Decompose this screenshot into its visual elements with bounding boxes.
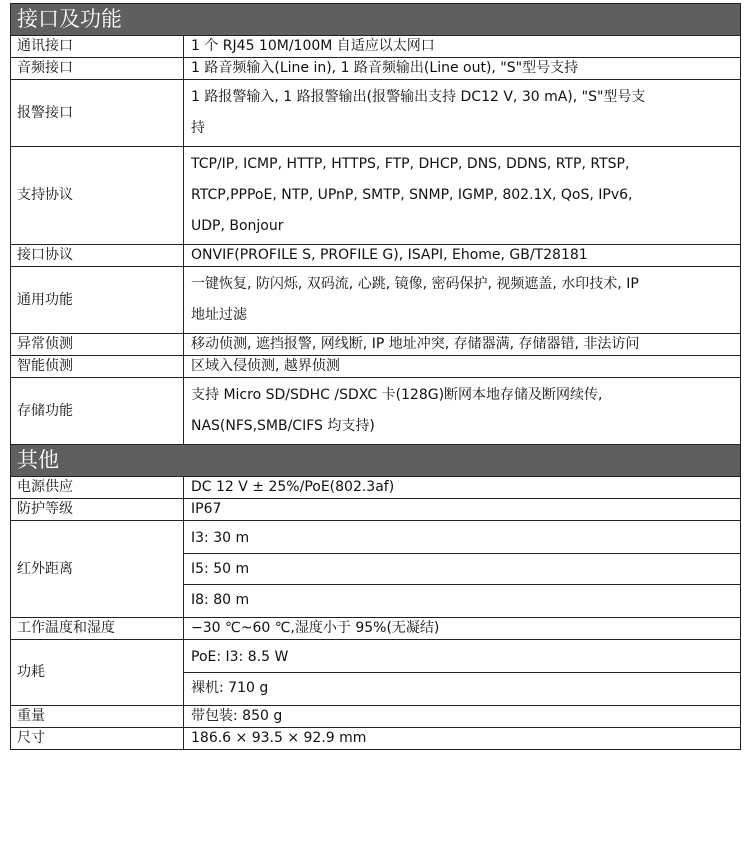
spec-row — [11, 378, 741, 445]
spec-label: 智能侦测 — [11, 356, 184, 378]
spec-label: 重量 — [11, 706, 184, 728]
spec-row — [11, 147, 741, 245]
spec-label: 异常侦测 — [11, 334, 184, 356]
spec-label: 接口协议 — [11, 245, 184, 267]
spec-value — [184, 36, 741, 58]
spec-value-line: 1 路音频输入(Line in), 1 路音频输出(Line out), "S"型号支持 — [191, 60, 579, 76]
spec-value — [184, 477, 741, 499]
spec-value — [184, 147, 741, 245]
spec-row — [11, 36, 741, 58]
spec-value-line: RTCP,PPPoE, NTP, UPnP, SMTP, SNMP, IGMP, 802.1X, QoS, IPv6, — [191, 187, 633, 203]
spec-value — [184, 58, 741, 80]
spec-value — [184, 706, 741, 728]
spec-value-line: 区域入侵侦测, 越界侦测 — [191, 358, 340, 374]
spec-row — [11, 728, 741, 750]
spec-value-line: ONVIF(PROFILE S, PROFILE G), ISAPI, Ehome, GB/T28181 — [191, 247, 588, 263]
spec-value-line: NAS(NFS,SMB/CIFS 均支持) — [191, 418, 375, 434]
spec-label: 防护等级 — [11, 499, 184, 521]
spec-label: 存储功能 — [11, 378, 184, 445]
spec-value — [184, 521, 741, 618]
spec-value-line: 1 个 RJ45 10M/100M 自适应以太网口 — [191, 38, 435, 54]
spec-row — [11, 245, 741, 267]
spec-label: 通用功能 — [11, 267, 184, 334]
spec-value — [184, 334, 741, 356]
spec-row — [11, 267, 741, 334]
spec-value — [184, 378, 741, 445]
spec-label: 通讯接口 — [11, 36, 184, 58]
spec-value-line: TCP/IP, ICMP, HTTP, HTTPS, FTP, DHCP, DNS, DDNS, RTP, RTSP, — [191, 156, 630, 172]
spec-value — [184, 80, 741, 147]
spec-value-line: 移动侦测, 遮挡报警, 网线断, IP 地址冲突, 存储器满, 存储器错, 非法访问 — [191, 336, 640, 352]
section-title: 接口及功能 — [11, 4, 741, 36]
spec-value-line: 持 — [191, 120, 205, 136]
spec-value-line: 地址过滤 — [191, 307, 247, 323]
spec-row — [11, 521, 741, 618]
spec-value-line: I8: 80 m — [191, 592, 250, 608]
spec-value-line: 1 路报警输入, 1 路报警输出(报警输出支持 DC12 V, 30 mA), "S"型号支 — [191, 89, 646, 105]
spec-value-line: −30 ℃~60 ℃,湿度小于 95%(无凝结) — [191, 620, 440, 636]
spec-value-line: I5: 50 m — [184, 554, 740, 585]
spec-value — [184, 267, 741, 334]
spec-value-line: PoE: I3: 8.5 W — [184, 642, 740, 673]
spec-row — [11, 499, 741, 521]
section-header — [11, 4, 741, 36]
spec-label: 红外距离 — [11, 521, 184, 618]
spec-label: 功耗 — [11, 640, 184, 706]
spec-row — [11, 640, 741, 706]
spec-value-line: 支持 Micro SD/SDHC /SDXC 卡(128G)断网本地存储及断网续传, — [191, 387, 603, 403]
spec-value-line: 186.6 × 93.5 × 92.9 mm — [191, 730, 367, 746]
spec-value-line: IP67 — [191, 501, 222, 517]
spec-value — [184, 245, 741, 267]
spec-value-line: 裸机: 710 g — [191, 680, 269, 696]
spec-label: 支持协议 — [11, 147, 184, 245]
spec-value — [184, 356, 741, 378]
section-header — [11, 445, 741, 477]
spec-sheet — [10, 3, 740, 750]
spec-row — [11, 334, 741, 356]
spec-row — [11, 706, 741, 728]
spec-row — [11, 477, 741, 499]
spec-label: 音频接口 — [11, 58, 184, 80]
section-title: 其他 — [11, 445, 741, 477]
spec-label: 工作温度和湿度 — [11, 618, 184, 640]
spec-label: 尺寸 — [11, 728, 184, 750]
spec-value-line: I3: 30 m — [184, 523, 740, 554]
spec-value — [184, 728, 741, 750]
spec-table — [10, 3, 741, 750]
spec-value-line: 带包装: 850 g — [191, 708, 283, 724]
spec-row — [11, 618, 741, 640]
spec-label: 电源供应 — [11, 477, 184, 499]
spec-row — [11, 356, 741, 378]
spec-label: 报警接口 — [11, 80, 184, 147]
spec-row — [11, 80, 741, 147]
spec-value-line: DC 12 V ± 25%/PoE(802.3af) — [191, 479, 395, 495]
spec-value-line: 一键恢复, 防闪烁, 双码流, 心跳, 镜像, 密码保护, 视频遮盖, 水印技术, IP — [191, 276, 639, 292]
spec-value — [184, 618, 741, 640]
spec-value-line: UDP, Bonjour — [191, 218, 284, 234]
spec-row — [11, 58, 741, 80]
spec-value — [184, 640, 741, 706]
spec-value — [184, 499, 741, 521]
